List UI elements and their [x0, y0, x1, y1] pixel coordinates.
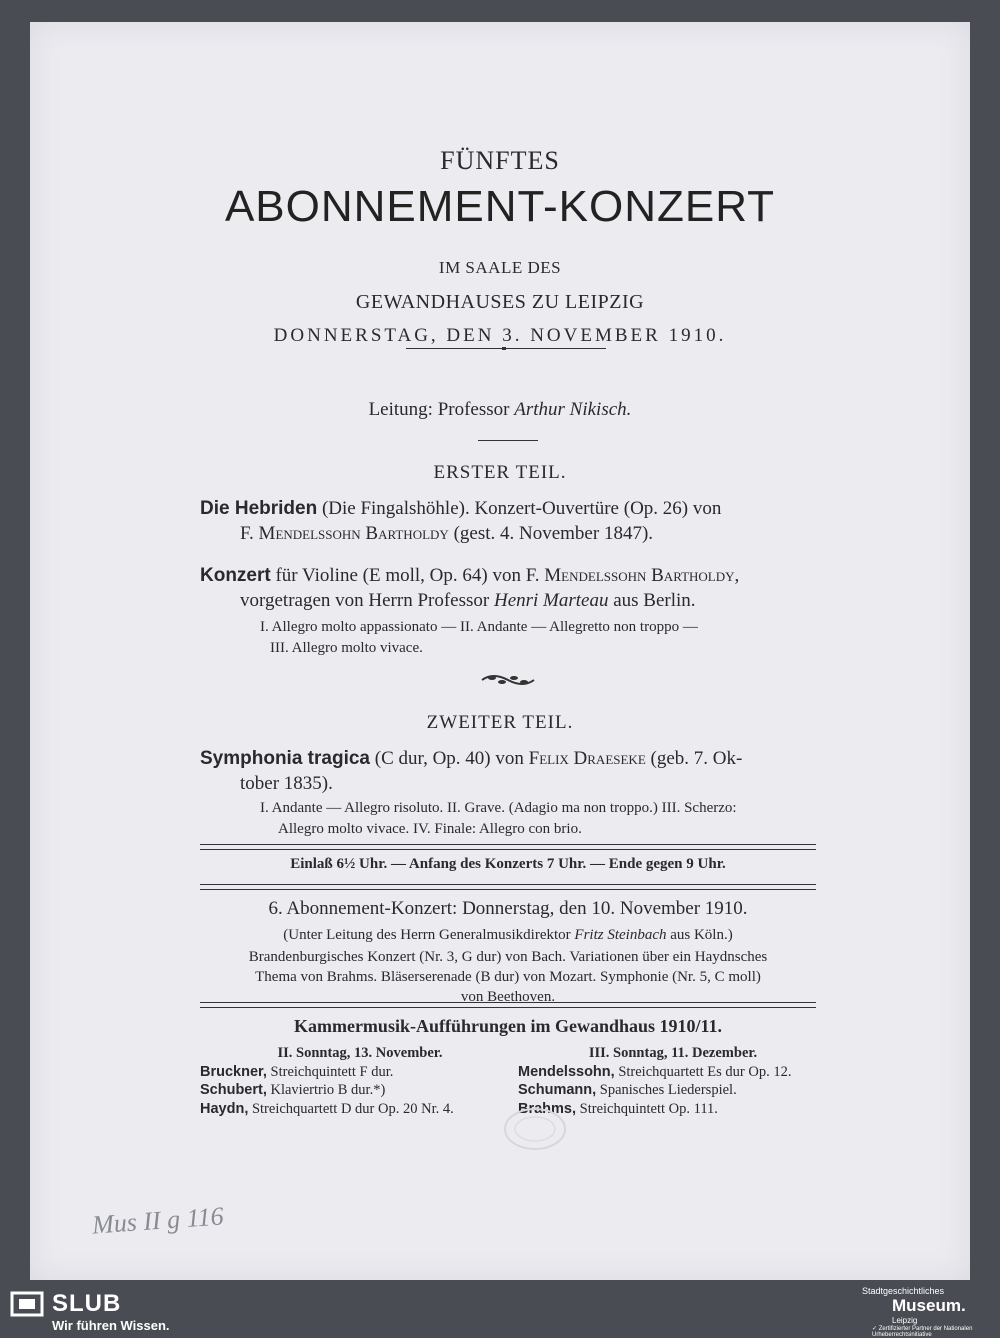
- movements-line-1: I. Andante — Allegro risoluto. II. Grave. (Adagio ma non troppo.) III. Scherzo:: [260, 800, 737, 816]
- work-desc: (Die Fingalshöhle). Konzert-Ouvertüre (Op. 26) von: [317, 498, 722, 519]
- chamber-concert-2: [200, 1044, 520, 1118]
- divider-dot: [502, 347, 506, 350]
- museum-branding: [862, 1286, 1000, 1338]
- work-name: Streichquartett Es dur Op. 12.: [614, 1063, 792, 1080]
- work-hebriden: [200, 496, 816, 546]
- museum-line-4: ✓ Zertifizierter Partner der Nationalen Urheberrechtsinitiative: [872, 1326, 973, 1338]
- movements-line-2: Allegro molto vivace. IV. Finale: Allegro con brio.: [278, 821, 582, 837]
- conductor-line: [30, 399, 970, 421]
- museum-line-3: Leipzig: [892, 1316, 918, 1325]
- list-item: [200, 1100, 520, 1119]
- composer-initial: F.: [240, 523, 259, 544]
- concert-program-page: [30, 22, 970, 1280]
- list-item: [200, 1063, 520, 1082]
- slub-logo-text: SLUB: [52, 1290, 122, 1317]
- list-item: [200, 1081, 520, 1100]
- ornament-icon: [478, 670, 538, 690]
- venue-line-2: GEWANDHAUSES ZU LEIPZIG: [355, 291, 645, 313]
- slub-logo-icon: [10, 1291, 44, 1317]
- work-name: Streichquartett D dur Op. 20 Nr. 4.: [248, 1100, 454, 1117]
- program-title: ABONNEMENT-KONZERT: [224, 182, 776, 231]
- composer-name: Schubert,: [200, 1082, 267, 1098]
- divider-rule: [406, 348, 606, 349]
- ordinal-heading: FÜNFTES: [440, 146, 560, 175]
- work-composer-line: [200, 521, 816, 546]
- next-conductor-prefix: (Unter Leitung des Herrn Generalmusikdirektor: [283, 927, 575, 943]
- slub-branding: [10, 1290, 170, 1333]
- composer-name: Mendelssohn,: [518, 1063, 615, 1080]
- composer-name: Schumann,: [518, 1082, 597, 1098]
- work-name: Klaviertrio B dur.*): [266, 1082, 386, 1098]
- soloist-name: Henri Marteau: [493, 590, 609, 611]
- composer-name: Felix Draeseke: [528, 748, 646, 769]
- shelfmark-handwritten: Mus II g 116: [91, 1201, 225, 1240]
- composer-name: Bruckner,: [200, 1063, 267, 1080]
- composer-note: (gest. 4. November 1847).: [448, 523, 654, 544]
- next-program-line-1: Brandenburgisches Konzert (Nr. 3, G dur) von Bach. Variationen über ein Haydnsches: [248, 949, 768, 965]
- list-item: [518, 1081, 828, 1100]
- next-conductor-origin: aus Köln.): [666, 927, 733, 943]
- work-name: Spanisches Liederspiel.: [596, 1082, 737, 1098]
- double-rule-bottom: [200, 1002, 816, 1008]
- work-name: Streichquintett F dur.: [266, 1063, 394, 1080]
- chamber-concert-3-heading: III. Sonntag, 11. Dezember.: [588, 1045, 758, 1061]
- work-title: Symphonia tragica: [200, 748, 370, 769]
- movements-line-2: III. Allegro molto vivace.: [270, 640, 423, 656]
- part-1-heading: ERSTER TEIL.: [433, 462, 567, 483]
- work-violin-concerto: [200, 563, 816, 659]
- composer-name: Brahms,: [518, 1100, 577, 1117]
- work-symphonia-tragica: [200, 746, 816, 840]
- next-concert-program: [200, 947, 816, 1007]
- next-concert-heading: 6. Abonnement-Konzert: Donnerstag, den 10. November 1910.: [268, 898, 748, 919]
- museum-line-1: Stadtgeschichtliches: [862, 1286, 945, 1296]
- composer-note-cont: tober 1835).: [240, 773, 333, 794]
- double-rule-middle: [200, 884, 816, 890]
- conductor-name: Arthur Nikisch.: [514, 399, 632, 420]
- museum-line-2: Museum.: [892, 1296, 966, 1315]
- venue-line-1: IM SAALE DES: [438, 258, 562, 277]
- work-desc: (C dur, Op. 40) von: [370, 748, 529, 769]
- slub-tagline: Wir führen Wissen.: [52, 1318, 170, 1333]
- soloist-origin: aus Berlin.: [608, 590, 696, 611]
- work-title: Konzert: [200, 565, 271, 586]
- composer-name: Mendelssohn Bartholdy: [258, 523, 449, 544]
- chamber-music-heading: Kammermusik-Aufführungen im Gewandhaus 1910/11.: [293, 1016, 723, 1036]
- work-desc: für Violine (E moll, Op. 64) von F.: [270, 565, 545, 586]
- concert-date: DONNERSTAG, DEN 3. NOVEMBER 1910.: [273, 325, 727, 346]
- chamber-concert-2-heading: II. Sonntag, 13. November.: [277, 1045, 443, 1061]
- embossed-stamp-icon: [500, 1104, 570, 1154]
- part-2-heading: ZWEITER TEIL.: [426, 712, 574, 733]
- composer-name: Haydn,: [200, 1100, 249, 1117]
- soloist-line: [200, 588, 816, 613]
- list-item: [518, 1063, 828, 1082]
- schedule-times: Einlaß 6½ Uhr. — Anfang des Konzerts 7 Uhr. — Ende gegen 9 Uhr.: [290, 856, 726, 872]
- next-concert-conductor: [200, 927, 816, 944]
- next-program-line-3: von Beethoven.: [460, 989, 556, 1005]
- composer-note: (geb. 7. Ok-: [645, 748, 743, 769]
- next-program-line-2: Thema von Brahms. Bläserserenade (B dur) von Mozart. Symphonie (Nr. 5, C moll): [255, 969, 761, 985]
- next-conductor-name: Fritz Steinbach: [574, 927, 667, 943]
- soloist-prefix: vorgetragen von Herrn Professor: [240, 590, 494, 611]
- conductor-prefix: Leitung: Professor: [368, 399, 510, 420]
- work-name: Streichquintett Op. 111.: [576, 1100, 718, 1117]
- movements-line-1: I. Allegro molto appassionato — II. Andante — Allegretto non troppo —: [260, 619, 698, 635]
- double-rule-top: [200, 844, 816, 850]
- composer-name: Mendelssohn Bartholdy,: [544, 565, 740, 586]
- divider-short: [478, 440, 538, 441]
- work-title: Die Hebriden: [200, 498, 318, 519]
